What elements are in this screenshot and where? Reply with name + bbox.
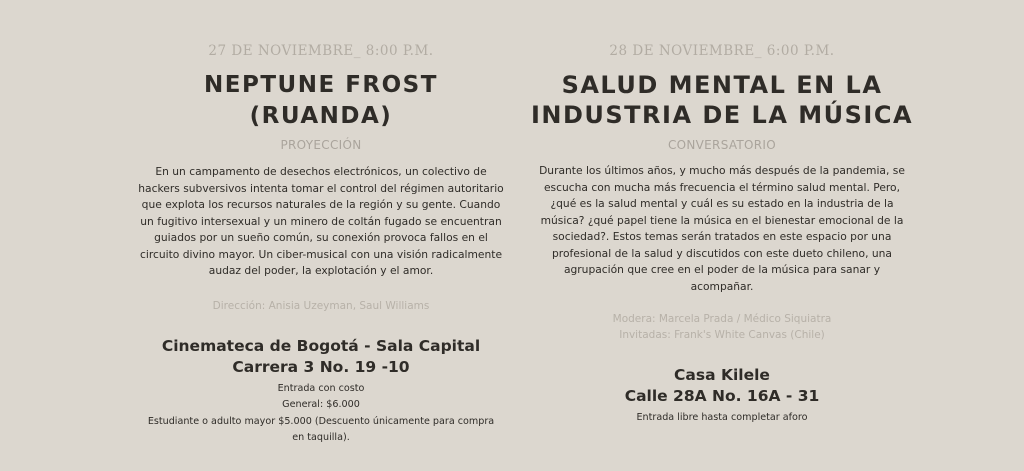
event-type: CONVERSATORIO: [667, 138, 777, 152]
event-ticket-info: [527, 410, 917, 427]
venue-name: Casa Kilele: [674, 366, 770, 384]
info-line: Entrada libre hasta completar aforo: [636, 412, 808, 423]
event-venue: [527, 365, 917, 407]
event-type: PROYECCIÓN: [280, 138, 362, 152]
venue-name: Cinemateca de Bogotá - Sala Capital: [161, 336, 481, 355]
title-line: SALUD MENTAL EN LA: [561, 71, 883, 99]
description-line: sociedad?. Estos temas serán tratados en este espacio por una: [552, 230, 892, 243]
description-line: hackers subversivos intenta tomar el control del régimen autoritario: [138, 181, 504, 195]
description-line: guiados por un sueño común, su conexión provoca fallos en el: [154, 231, 488, 244]
description-line: que explota los recursos naturales de la región y su gente. Cuando: [141, 198, 501, 211]
info-line: Estudiante o adulto mayor $5.000 (Descuento únicamente para compra: [147, 415, 495, 427]
event-card-salud-mental: [527, 0, 917, 427]
event-credits: [527, 311, 917, 343]
credit-line: Modera: Marcela Prada / Médico Siquiatra: [612, 313, 832, 325]
event-credits: [131, 298, 511, 314]
description-line: profesional de la salud y discutidos con este dueto chileno, una: [552, 246, 892, 260]
description-line: circuito divino mayor. Un ciber-musical con una visión radicalmente: [139, 247, 503, 261]
description-line: Durante los últimos años, y mucho más después de la pandemia, se: [539, 164, 905, 177]
event-description: [527, 163, 917, 295]
event-card-neptune-frost: [131, 0, 511, 447]
event-title: [527, 70, 917, 130]
credit-line: Dirección: Anisia Uzeyman, Saul Williams: [212, 299, 430, 312]
event-date: 28 DE NOVIEMBRE_ 6:00 P.M.: [609, 43, 835, 59]
event-title: NEPTUNE FROST (RUANDA): [204, 72, 438, 129]
info-line: Entrada con costo: [277, 382, 365, 394]
info-line: General: $6.000: [282, 399, 360, 410]
description-line: agrupación que cree en el poder de la música para sanar y: [563, 263, 881, 276]
event-date: 27 DE NOVIEMBRE_ 8:00 P.M.: [208, 43, 434, 59]
description-line: En un campamento de desechos electrónicos, un colectivo de: [155, 165, 487, 178]
info-line: en taquilla).: [292, 432, 350, 443]
description-line: música? ¿qué papel tiene la música en el bienestar emocional de la: [540, 213, 904, 227]
venue-address: Carrera 3 No. 19 -10: [232, 357, 410, 376]
description-line: un fugitivo intersexual y un minero de coltán fugado se encuentran: [140, 214, 502, 228]
event-venue: [131, 336, 511, 378]
event-ticket-info: [131, 381, 511, 447]
description-line: audaz del poder, la explotación y el amor.: [208, 264, 434, 277]
title-line: INDUSTRIA DE LA MÚSICA: [530, 101, 914, 129]
credit-line: Invitadas: Frank's White Canvas (Chile): [619, 329, 825, 341]
description-line: ¿qué es la salud mental y cuál es su estado en la industria de la: [550, 197, 894, 210]
venue-address: Calle 28A No. 16A - 31: [624, 387, 820, 405]
event-description: [131, 164, 511, 280]
description-line: escucha con mucha más frecuencia el término salud mental. Pero,: [543, 180, 900, 194]
description-line: acompañar.: [690, 279, 754, 293]
